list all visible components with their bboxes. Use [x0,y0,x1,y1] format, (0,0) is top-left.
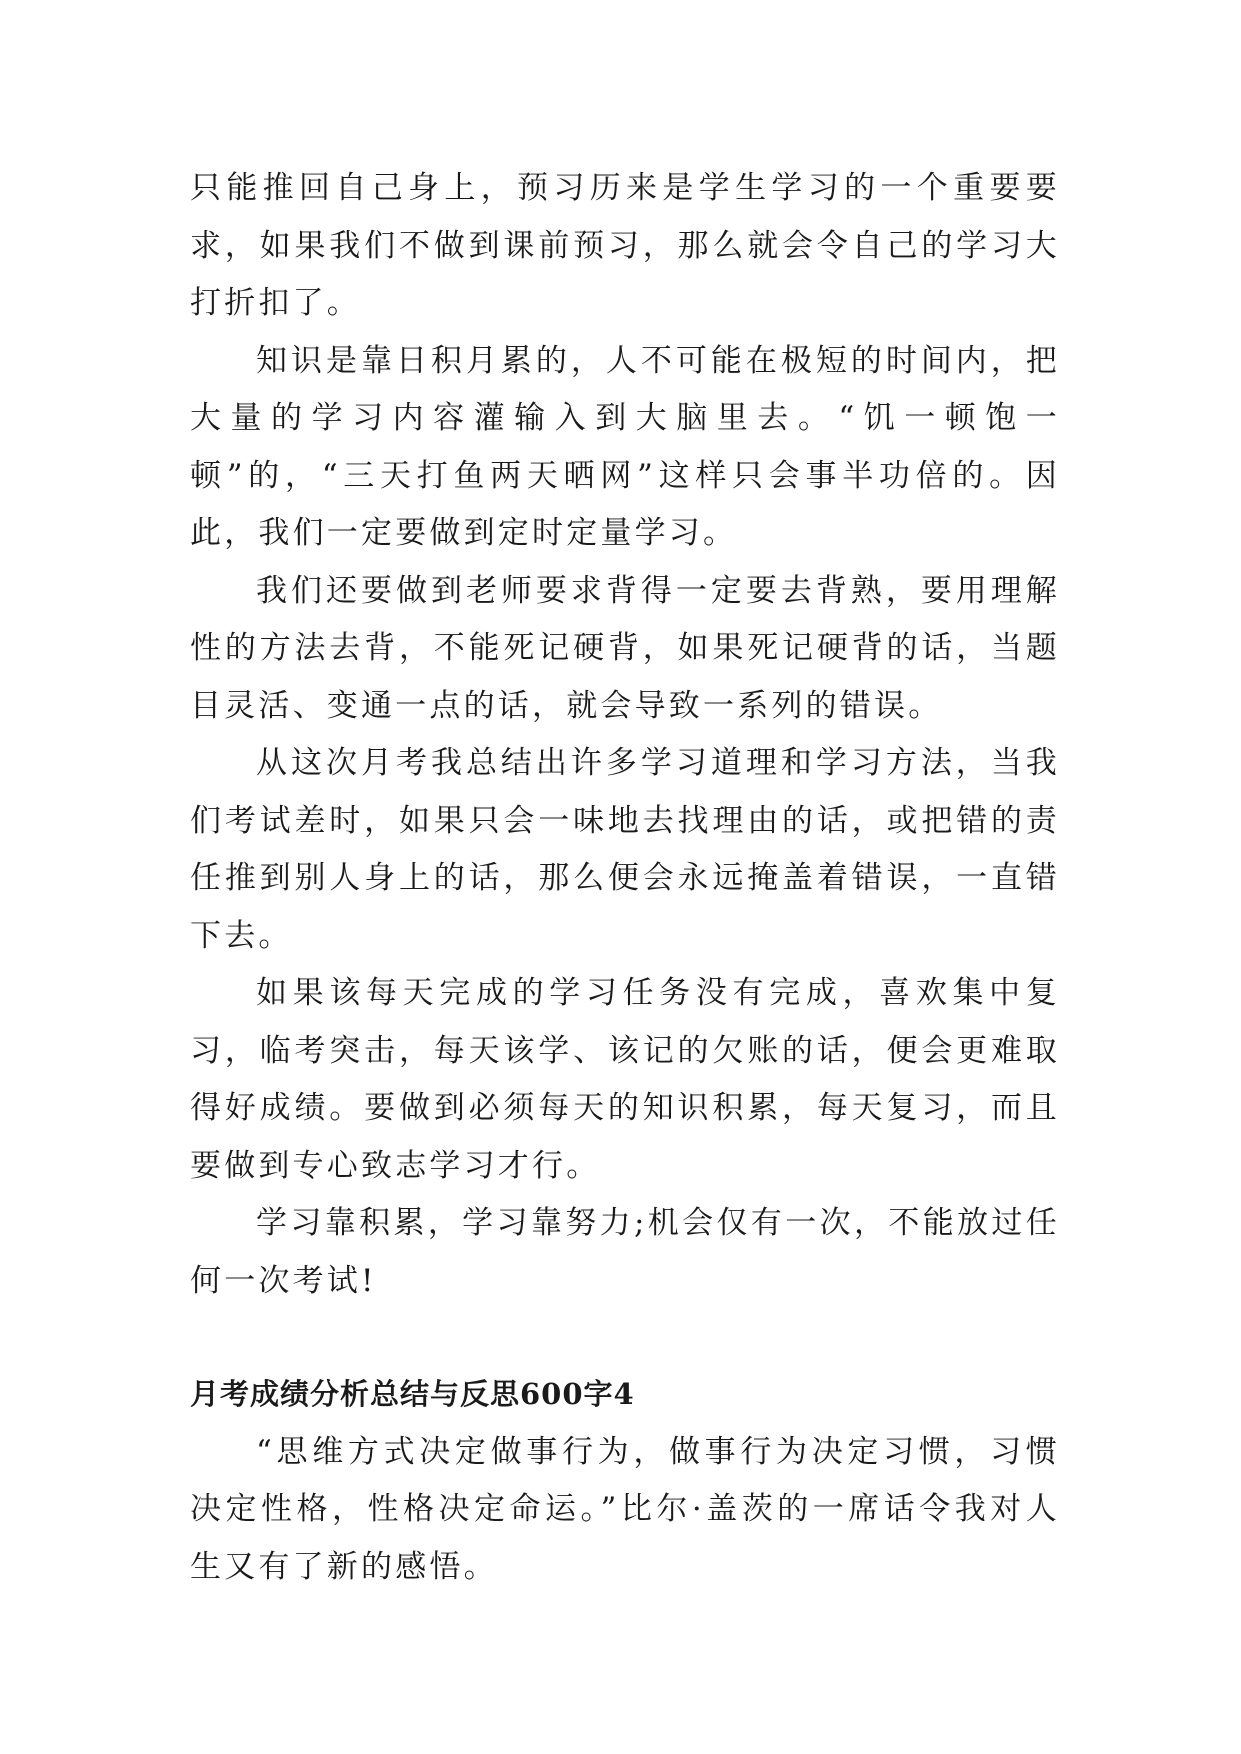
paragraph-knowledge: 知识是靠日积月累的，人不可能在极短的时间内，把大量的学习内容灌输入到大脑里去。“饥一顿饱一顿”的，“三天打鱼两天晒网”这样只会事半功倍的。因此，我们一定要做到定时定量学习。 [190,342,1060,551]
document-body [190,160,1060,1596]
paragraph-memorize: 我们还要做到老师要求背得一定要去背熟，要用理解性的方法去背，不能死记硬背，如果死记硬背的话，当题目灵活、变通一点的话，就会导致一系列的错误。 [190,572,1060,724]
paragraph-daily-tasks: 如果该每天完成的学习任务没有完成，喜欢集中复习，临考突击，每天该学、该记的欠账的话，便会更难取得好成绩。要做到必须每天的知识积累，每天复习，而且要做到专心致志学习才行。 [190,975,1060,1184]
paragraph-conclusion: 学习靠积累，学习靠努力;机会仅有一次，不能放过任何一次考试! [190,1205,1060,1299]
paragraph-continued: 只能推回自己身上，预习历来是学生学习的一个重要要求，如果我们不做到课前预习，那么就会令自己的学习大打折扣了。 [190,170,1060,321]
paragraph-section-intro: “思维方式决定做事行为，做事行为决定习惯，习惯决定性格，性格决定命运。”比尔·盖茨的一席话令我对人生又有了新的感悟。 [190,1433,1060,1585]
paragraph-lessons: 从这次月考我总结出许多学习道理和学习方法，当我们考试差时，如果只会一味地去找理由的话，或把错的责任推到别人身上的话，那么便会永远掩盖着错误，一直错下去。 [190,745,1060,954]
section-heading: 月考成绩分析总结与反思600字4 [190,1377,635,1411]
